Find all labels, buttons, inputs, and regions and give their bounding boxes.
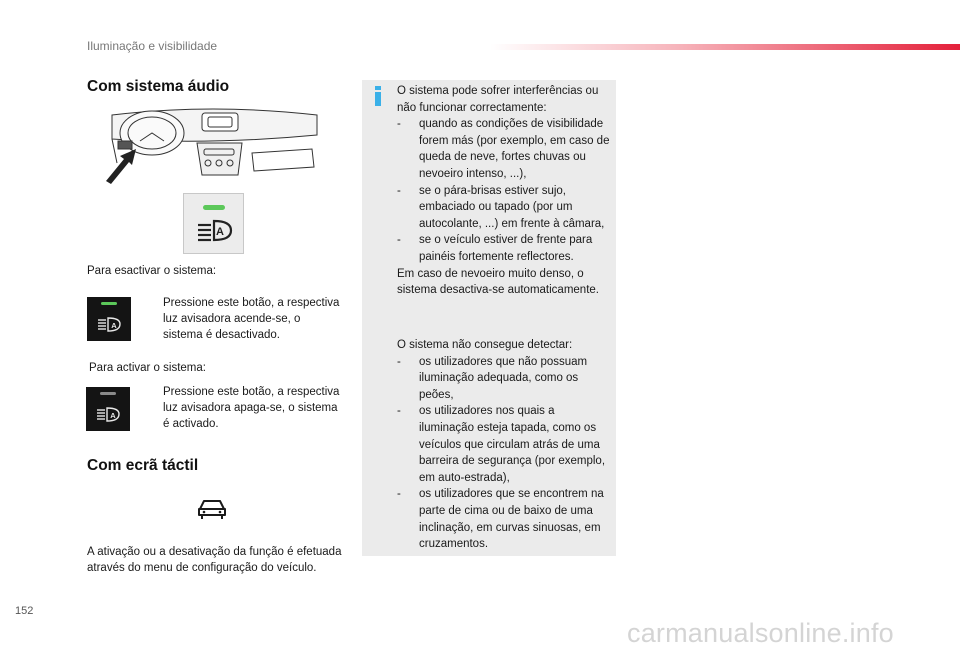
- list-item-text: quando as condições de visibilidade forem más (por exemplo, em caso de queda de neve, fortes chuvas ou nevoeiro intenso, ...),: [419, 118, 610, 180]
- list-item: [397, 354, 612, 404]
- svg-text:A: A: [111, 321, 117, 330]
- list-item: [397, 116, 612, 182]
- list-item-text: se o veículo estiver de frente para painéis fortemente reflectores.: [419, 234, 593, 263]
- bullet-icon: [141, 384, 163, 432]
- deactivate-text: Pressione este botão, a respectiva luz avisadora acende-se, o sistema é desactivado.: [163, 297, 340, 341]
- activate-intro: Para activar o sistema:: [89, 362, 206, 374]
- running-header: Iluminação e visibilidade: [87, 39, 218, 53]
- dash-marker: -: [397, 355, 401, 368]
- touchscreen-text: A ativação ou a desativação da função é efetuada através do menu de configuração do veículo.: [87, 546, 342, 574]
- led-on-indicator: [101, 302, 117, 305]
- dashboard-illustration: [102, 105, 322, 185]
- page-number: 152: [15, 605, 34, 617]
- list-item: [397, 486, 612, 552]
- led-on-indicator: [203, 205, 225, 210]
- list-item: [397, 183, 612, 233]
- deactivate-step: [141, 295, 341, 343]
- watermark: carmanualsonline.info: [627, 618, 894, 648]
- auto-headlight-icon: [198, 221, 231, 240]
- dash-marker: -: [397, 184, 401, 197]
- section-title-touchscreen: Com ecrã táctil: [87, 457, 199, 474]
- list-item: [397, 403, 612, 486]
- auto-lights-button-on: [87, 297, 131, 341]
- list-item-text: os utilizadores que não possuam iluminação adequada, como os peões,: [419, 355, 588, 401]
- dash-marker: -: [397, 234, 401, 247]
- info-p1-intro: O sistema pode sofrer interferências ou não funcionar correctamente:: [397, 85, 599, 114]
- led-off-indicator: [100, 392, 116, 395]
- svg-text:A: A: [110, 411, 116, 420]
- list-item-text: os utilizadores que se encontrem na parte de cima ou de baixo de uma inclinação, em curvas sinuosas, em cruzamentos.: [419, 488, 604, 551]
- dash-marker: -: [397, 405, 401, 418]
- activate-text: Pressione este botão, a respectiva luz avisadora apaga-se, o sistema é activado.: [163, 386, 340, 430]
- dash-marker: -: [397, 488, 401, 501]
- info-p2-intro: O sistema não consegue detectar:: [397, 339, 573, 351]
- svg-text:A: A: [216, 226, 224, 238]
- auto-lights-button-off: [86, 387, 130, 431]
- dash-marker: -: [397, 118, 401, 131]
- car-icon: [196, 496, 228, 520]
- section-title-audio: Com sistema áudio: [87, 78, 230, 95]
- info-paragraph-2: [397, 337, 612, 553]
- list-item-text: os utilizadores nos quais a iluminação esteja tapada, como os veículos que circulam atrás de uma barreira de segurança (por exemplo, em auto-estrada),: [419, 405, 606, 484]
- header-accent-bar: [490, 44, 960, 50]
- auto-lights-button-illustration: [183, 193, 244, 254]
- bullet-icon: [141, 295, 163, 343]
- list-item: [397, 232, 612, 265]
- info-icon: [373, 86, 383, 106]
- info-p1-outro: Em caso de nevoeiro muito denso, o sistema desactiva-se automaticamente.: [397, 267, 599, 297]
- list-item-text: se o pára-brisas estiver sujo, embaciado ou tapado (por um autocolante, ...) em frente à câmara,: [419, 184, 605, 230]
- deactivate-intro: Para esactivar o sistema:: [87, 265, 217, 277]
- activate-step: [141, 384, 341, 432]
- info-paragraph-1: [397, 83, 612, 299]
